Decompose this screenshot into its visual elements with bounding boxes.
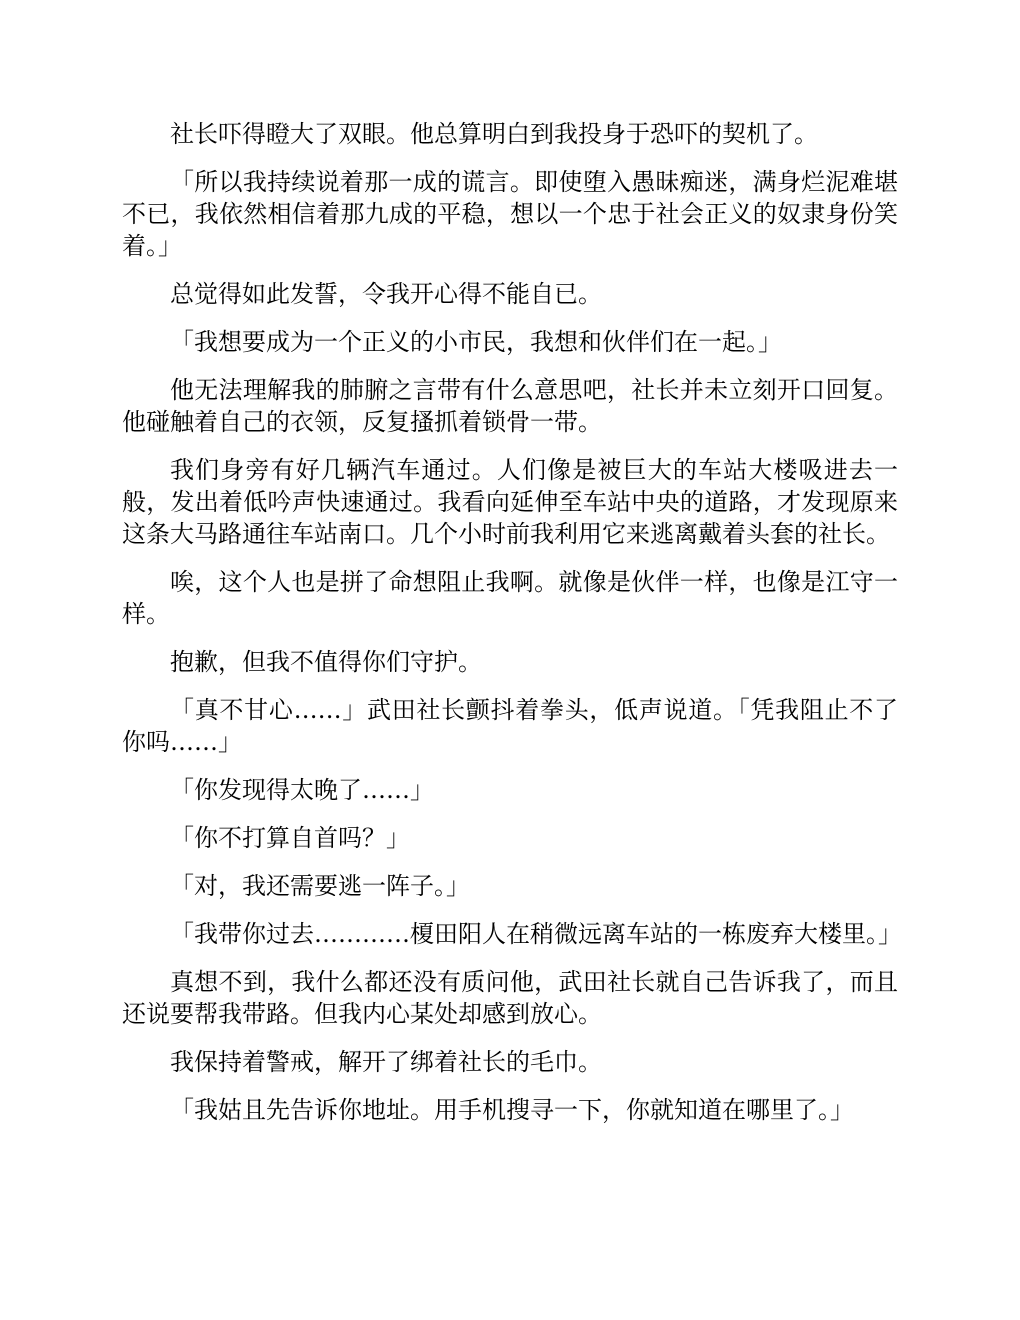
paragraph: 我们身旁有好几辆汽车通过。人们像是被巨大的车站大楼吸进去一般，发出着低吟声快速通过。我看向延伸至车站中央的道路，才发现原来这条大马路通往车站南口。几个小时前我利用它来逃离戴着头套的社长。 xyxy=(122,456,898,548)
paragraph: 「你发现得太晚了……」 xyxy=(170,776,434,804)
paragraph: 社长吓得瞪大了双眼。他总算明白到我投身于恐吓的契机了。 xyxy=(170,120,818,148)
paragraph: 我保持着警戒，解开了绑着社长的毛巾。 xyxy=(170,1048,602,1076)
paragraph: 「你不打算自首吗？」 xyxy=(170,824,410,852)
paragraph: 抱歉，但我不值得你们守护。 xyxy=(170,648,482,676)
paragraph: 「真不甘心……」武田社长颤抖着拳头，低声说道。「凭我阻止不了你吗……」 xyxy=(122,696,898,756)
paragraph: 「所以我持续说着那一成的谎言。即使堕入愚昧痴迷，满身烂泥难堪不已，我依然相信着那九成的平稳，想以一个忠于社会正义的奴隶身份笑着。」 xyxy=(122,168,898,260)
paragraph: 「我想要成为一个正义的小市民，我想和伙伴们在一起。」 xyxy=(170,328,782,356)
paragraph: 「我带你过去…………榎田阳人在稍微远离车站的一栋废弃大楼里。」 xyxy=(170,920,902,948)
paragraph: 他无法理解我的肺腑之言带有什么意思吧，社长并未立刻开口回复。他碰触着自己的衣领，反复搔抓着锁骨一带。 xyxy=(122,376,898,436)
paragraph: 「我姑且先告诉你地址。用手机搜寻一下，你就知道在哪里了。」 xyxy=(170,1096,854,1124)
document-page xyxy=(122,118,902,1142)
paragraph: 总觉得如此发誓，令我开心得不能自已。 xyxy=(170,280,602,308)
paragraph: 「对，我还需要逃一阵子。」 xyxy=(170,872,470,900)
paragraph: 唉，这个人也是拼了命想阻止我啊。就像是伙伴一样，也像是江守一样。 xyxy=(122,568,898,628)
paragraph: 真想不到，我什么都还没有质问他，武田社长就自己告诉我了，而且还说要帮我带路。但我内心某处却感到放心。 xyxy=(122,968,898,1028)
